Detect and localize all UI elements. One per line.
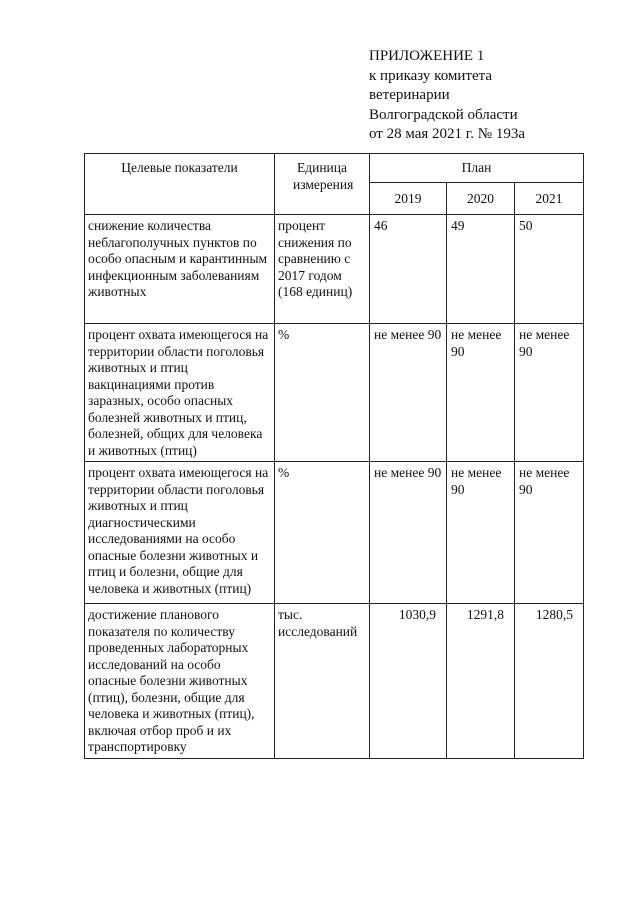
value-cell: не менее 90	[447, 324, 515, 462]
indicator-cell: снижение количества неблагополучных пунктов по особо опасным и карантинным инфекционным заболеваниям животных	[85, 215, 275, 324]
value-cell: 1030,9	[370, 604, 447, 759]
header-year-2020: 2020	[447, 183, 515, 215]
appendix-line: Волгоградской области	[369, 106, 518, 123]
table-row	[85, 215, 584, 324]
value-cell: 49	[447, 215, 515, 324]
indicator-cell: процент охвата имеющегося на территории области поголовья животных и птиц вакцинациями против заразных, особо опасных болезней животных и птиц, болезней, общих для человека и животных (птиц)	[85, 324, 275, 462]
appendix-line: от 28 мая 2021 г. № 193а	[369, 126, 525, 142]
table-row	[85, 604, 584, 759]
value-cell: 1291,8	[447, 604, 515, 759]
appendix-title: ПРИЛОЖЕНИЕ 1	[369, 48, 485, 64]
appendix-line: к приказу комитета	[369, 67, 493, 84]
unit-cell: тыс. исследований	[275, 604, 370, 759]
unit-cell: %	[275, 462, 370, 604]
value-cell: не менее 90	[370, 324, 447, 462]
unit-cell: %	[275, 324, 370, 462]
header-plan: План	[370, 154, 584, 183]
appendix-block	[369, 47, 629, 145]
unit-cell: процент снижения по сравнению с 2017 годом (168 единиц)	[275, 215, 370, 324]
header-year-2019: 2019	[370, 183, 447, 215]
indicator-cell: достижение планового показателя по количеству проведенных лабораторных исследований на особо опасные болезни животных (птиц), болезни, общие для человека и животных (птиц), включая отбор проб и их транспортировку	[85, 604, 275, 759]
value-cell: не менее 90	[515, 324, 584, 462]
indicator-cell: процент охвата имеющегося на территории области поголовья животных и птиц диагностическими исследованиями на особо опасные болезни животных и птиц и болезни, общие для человека и животных (птиц)	[85, 462, 275, 604]
table-row	[85, 324, 584, 462]
appendix-line: ветеринарии	[369, 87, 450, 103]
value-cell: не менее 90	[447, 462, 515, 604]
value-cell: 46	[370, 215, 447, 324]
targets-table	[84, 153, 584, 759]
header-unit: Единица измерения	[275, 154, 370, 215]
value-cell: 1280,5	[515, 604, 584, 759]
table-row	[85, 462, 584, 604]
value-cell: не менее 90	[515, 462, 584, 604]
header-year-2021: 2021	[515, 183, 584, 215]
header-indicators: Целевые показатели	[85, 154, 275, 215]
value-cell: не менее 90	[370, 462, 447, 604]
value-cell: 50	[515, 215, 584, 324]
